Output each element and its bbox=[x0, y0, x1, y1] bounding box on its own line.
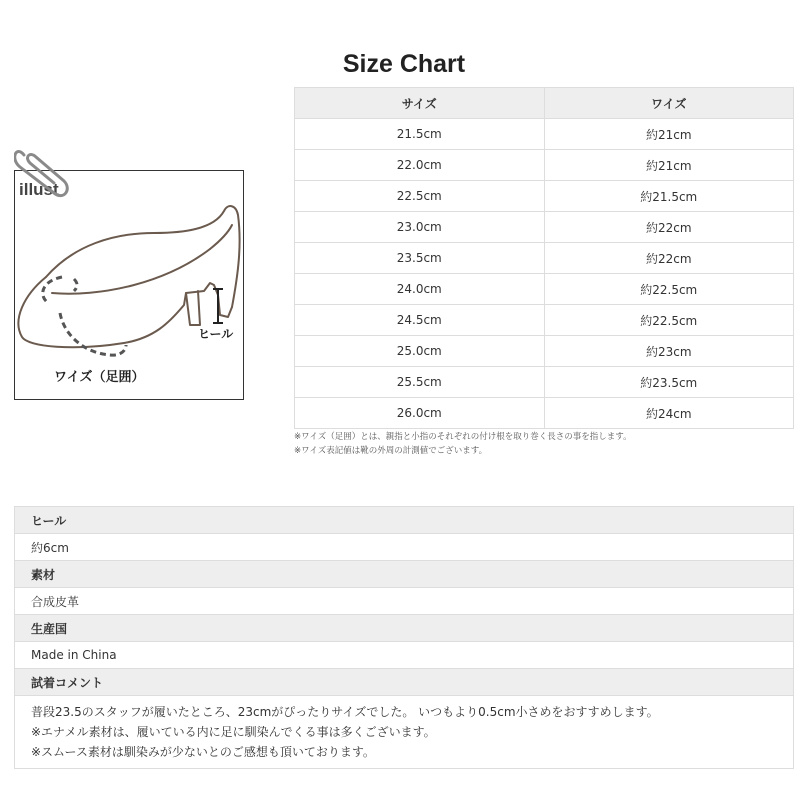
spec-label-row bbox=[15, 615, 794, 642]
spec-value-row bbox=[15, 642, 794, 669]
spec-label: 試着コメント bbox=[15, 669, 794, 696]
spec-value-line: Made in China bbox=[31, 648, 117, 662]
spec-value bbox=[15, 588, 794, 615]
spec-value-row bbox=[15, 534, 794, 561]
spec-value-line: 約6cm bbox=[31, 540, 69, 555]
size-row bbox=[295, 243, 794, 274]
size-cell: 24.0cm bbox=[295, 274, 545, 305]
paperclip-icon bbox=[15, 152, 68, 196]
width-cell: 約22cm bbox=[544, 212, 794, 243]
product-spec-table bbox=[14, 506, 794, 769]
spec-label: 素材 bbox=[15, 561, 794, 588]
spec-value-row bbox=[15, 588, 794, 615]
width-cell: 約23cm bbox=[544, 336, 794, 367]
size-row bbox=[295, 119, 794, 150]
width-cell: 約21cm bbox=[544, 150, 794, 181]
size-row bbox=[295, 150, 794, 181]
spec-label-row bbox=[15, 561, 794, 588]
size-row bbox=[295, 305, 794, 336]
spec-value-line: 合成皮革 bbox=[31, 594, 80, 609]
note-line: ※ワイズ（足囲）とは、親指と小指のそれぞれの付け根を取り巻く長さの事を指します。 bbox=[294, 432, 632, 442]
heel-height-marker bbox=[213, 289, 223, 323]
shoe-illustration bbox=[14, 145, 246, 401]
width-cell: 約21.5cm bbox=[544, 181, 794, 212]
width-label: ワイズ（足囲） bbox=[54, 370, 145, 385]
spec-label-row bbox=[15, 669, 794, 696]
size-cell: 22.0cm bbox=[295, 150, 545, 181]
size-cell: 23.5cm bbox=[295, 243, 545, 274]
size-cell: 25.0cm bbox=[295, 336, 545, 367]
width-cell: 約22cm bbox=[544, 243, 794, 274]
spec-value bbox=[15, 534, 794, 561]
size-chart-table bbox=[294, 87, 794, 429]
page-title: Size Chart bbox=[342, 50, 466, 78]
heel-label: ヒール bbox=[198, 327, 234, 341]
size-cell: 24.5cm bbox=[295, 305, 545, 336]
width-cell: 約24cm bbox=[544, 398, 794, 429]
size-notes bbox=[294, 430, 632, 458]
width-header: ワイズ bbox=[544, 88, 794, 119]
spec-value-line: ※スムース素材は馴染みが少ないとのご感想も頂いております。 bbox=[31, 745, 375, 759]
size-cell: 22.5cm bbox=[295, 181, 545, 212]
size-cell: 25.5cm bbox=[295, 367, 545, 398]
spec-value bbox=[15, 642, 794, 669]
size-row bbox=[295, 181, 794, 212]
illust-label: illust bbox=[19, 180, 59, 199]
width-cell: 約23.5cm bbox=[544, 367, 794, 398]
spec-value-line: 普段23.5のスタッフが履いたところ、23cmがぴったりサイズでした。 いつもより0.5cm小さめをおすすめします。 bbox=[31, 705, 659, 719]
spec-value-row bbox=[15, 696, 794, 769]
width-cell: 約22.5cm bbox=[544, 305, 794, 336]
size-row bbox=[295, 398, 794, 429]
spec-label: 生産国 bbox=[15, 615, 794, 642]
size-chart-header-row bbox=[295, 88, 794, 119]
width-cell: 約21cm bbox=[544, 119, 794, 150]
spec-label-row bbox=[15, 507, 794, 534]
size-row bbox=[295, 367, 794, 398]
note-line: ※ワイズ表記値は靴の外周の計測値でございます。 bbox=[294, 446, 488, 456]
width-cell: 約22.5cm bbox=[544, 274, 794, 305]
shoe-drawing bbox=[14, 145, 246, 401]
size-cell: 23.0cm bbox=[295, 212, 545, 243]
size-row bbox=[295, 274, 794, 305]
size-row bbox=[295, 212, 794, 243]
spec-value-line: ※エナメル素材は、履いている内に足に馴染んでくる事は多くございます。 bbox=[31, 725, 436, 739]
size-cell: 26.0cm bbox=[295, 398, 545, 429]
size-header: サイズ bbox=[295, 88, 545, 119]
spec-value bbox=[15, 696, 794, 769]
size-cell: 21.5cm bbox=[295, 119, 545, 150]
size-row bbox=[295, 336, 794, 367]
spec-label: ヒール bbox=[15, 507, 794, 534]
